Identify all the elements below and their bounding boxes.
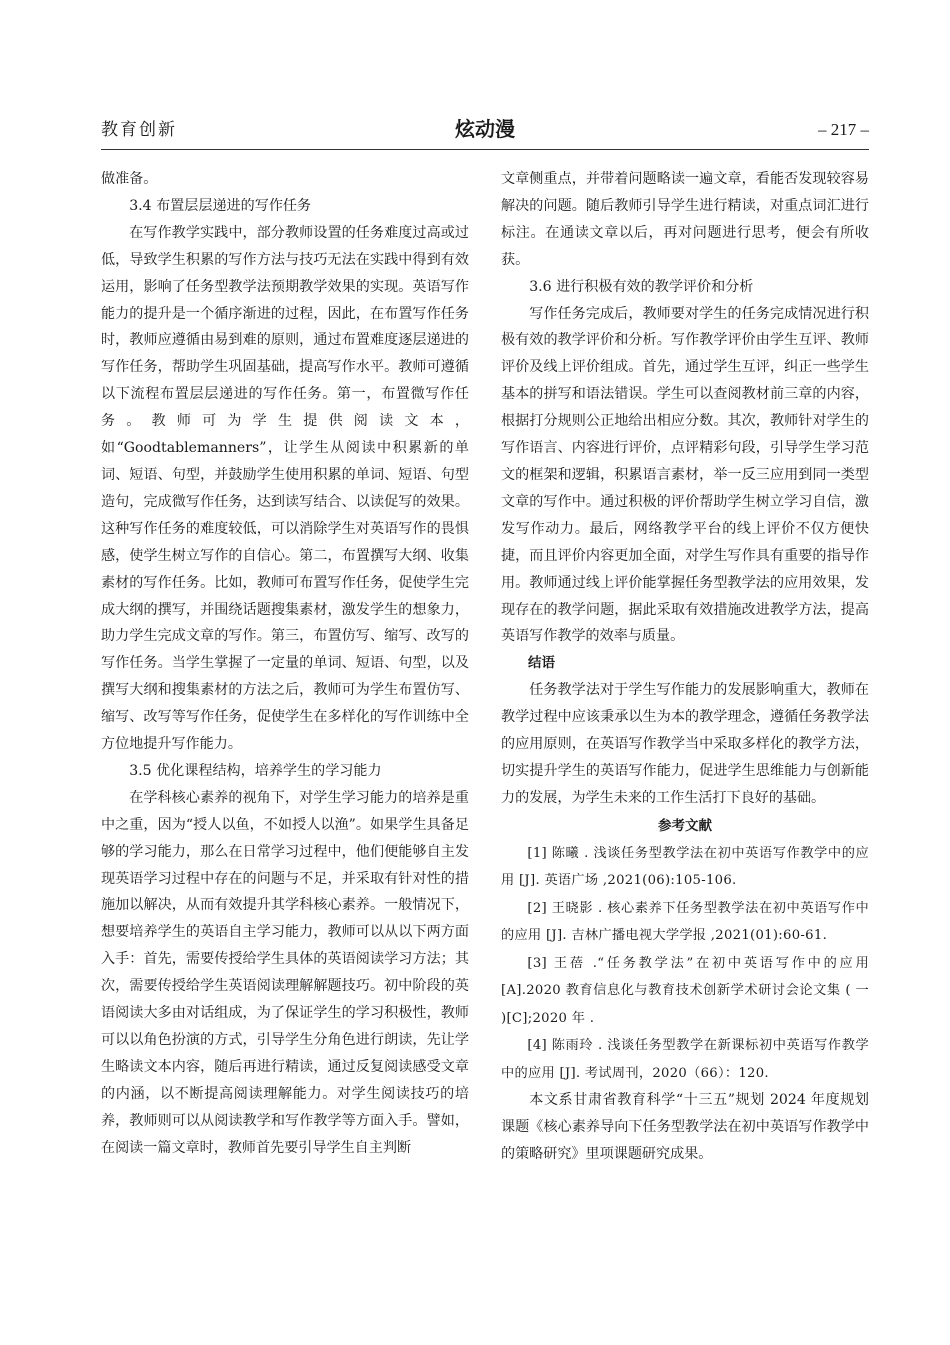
reference-item: [3] 王蓓 .“任务教学法”在初中英语写作中的应用 [A].2020 教育信息化与教育技术创新学术研讨会论文集 ( 一 )[C];2020 年 . [501,955,869,1026]
references-heading: 参考文献 [658,817,712,834]
section-heading-3-4: 3.4 布置层层递进的写作任务 [129,197,312,214]
reference-item: [2] 王晓影 . 核心素养下任务型教学法在初中英语写作中的应用 [J]. 吉林广播电视大学学报 ,2021(01):60-61. [501,900,869,944]
paragraph-3-4: 在写作教学实践中，部分教师设置的任务难度过高或过低，导致学生积累的写作方法与技巧无法在实践中得到有效运用，影响了任务型教学法预期教学效果的实现。英语写作能力的提升是一个循序渐进的过程，因此，在布置写作任务时，教师应遵循由易到难的原则，通过布置难度逐层递进的写作任务，帮助学生巩固基础，提高写作水平。教师可遵循以下流程布置层层递进的写作任务。第一，布置微写作任务。教师可为学生提供阅读文本，如“Goodtablemanners”，让学生从阅读中积累新的单词、短语、句型，并鼓励学生使用积累的单词、短语、句型造句，完成微写作任务，达到读写结合、以读促写的效果。这种写作任务的难度较低，可以消除学生对英语写作的畏惧感，使学生树立写作的自信心。第二，布置撰写大纲、收集素材的写作任务。比如，教师可布置写作任务，促使学生完成大纲的撰写，并围绕话题搜集素材，激发学生的想象力，助力学生完成文章的写作。第三，布置仿写、缩写、改写的写作任务。当学生掌握了一定量的单词、短语、句型，以及撰写大纲和搜集素材的方法之后，教师可为学生布置仿写、缩写、改写等写作任务，促使学生在多样化的写作训练中全方位地提升写作能力。 [101,224,469,753]
right-column [501,166,869,1168]
reference-item: [1] 陈曦 . 浅谈任务型教学法在初中英语写作教学中的应用 [J]. 英语广场 ,2021(06):105-106. [501,845,869,889]
paragraph-3-5: 在学科核心素养的视角下，对学生学习能力的培养是重中之重，因为“授人以鱼，不如授人以渔”。如果学生具备足够的学习能力，那么在日常学习过程中，他们便能够自主发现英语学习过程中存在的问题与不足，并采取有针对性的措施加以解决，从而有效提升其学科核心素养。一般情况下，想要培养学生的英语自主学习能力，教师可以从以下两方面入手：首先，需要传授给学生具体的英语阅读学习方法；其次，需要传授给学生英语阅读理解解题技巧。初中阶段的英语阅读大多由对话组成，为了保证学生的学习积极性，教师可以以角色扮演的方式，引导学生分角色进行朗读，先让学生略读文本内容，随后再进行精读，通过反复阅读感受文章的内涵，以不断提高阅读理解能力。对学生阅读技巧的培养，教师则可以从阅读教学和写作教学等方面入手。譬如，在阅读一篇文章时，教师首先要引导学生自主判断 [101,789,469,1156]
funding-note: 本文系甘肃省教育科学“十三五”规划 2024 年度规划课题《核心素养导向下任务型教学法在初中英语写作教学中的策略研究》里项课题研究成果。 [501,1092,869,1162]
reference-item: [4] 陈雨玲 . 浅谈任务型教学在新课标初中英语写作教学中的应用 [J]. 考试周刊，2020（66）：120. [501,1038,869,1081]
section-heading-3-6: 3.6 进行积极有效的教学评价和分析 [529,278,754,295]
continuation-paragraph: 做准备。 [101,171,158,187]
section-heading-3-5: 3.5 优化课程结构，培养学生的学习能力 [129,762,382,779]
conclusion-heading: 结语 [528,655,555,672]
continuation-paragraph-right: 文章侧重点，并带着问题略读一遍文章，看能否发现较容易解决的问题。随后教师引导学生进行精读，对重点词汇进行标注。在通读文章以后，再对问题进行思考，便会有所收获。 [501,171,869,268]
left-column [101,166,469,1162]
page-header [101,118,869,150]
header-rule [101,149,869,150]
brand-title: 炫动漫 [455,117,515,141]
paragraph-3-6: 写作任务完成后，教师要对学生的任务完成情况进行积极有效的教学评价和分析。写作教学评价由学生互评、教师评价及线上评价组成。首先，通过学生互评，纠正一些学生基本的拼写和语法错误。学生可以查阅教材前三章的内容，根据打分规则公正地给出相应分数。其次，教师针对学生的写作语言、内容进行评价，点评精彩句段，引导学生学习范文的框架和逻辑，积累语言素材，举一反三应用到同一类型文章的写作中。通过积极的评价帮助学生树立学习自信，激发写作动力。最后，网络教学平台的线上评价不仅方便快捷，而且评价内容更加全面，对学生写作具有重要的指导作用。教师通过线上评价能掌握任务型教学法的应用效果，发现存在的教学问题，据此采取有效措施改进教学方法，提高英语写作教学的效率与质量。 [501,305,869,645]
journal-section-name: 教育创新 [101,120,177,140]
page-number: – 217 – [818,120,869,139]
conclusion-paragraph: 任务教学法对于学生写作能力的发展影响重大，教师在教学过程中应该秉承以生为本的教学理念，遵循任务教学法的应用原则，在英语写作教学当中采取多样化的教学方法，切实提升学生的英语写作能力，促进学生思维能力与创新能力的发展，为学生未来的工作生活打下良好的基础。 [501,682,869,806]
